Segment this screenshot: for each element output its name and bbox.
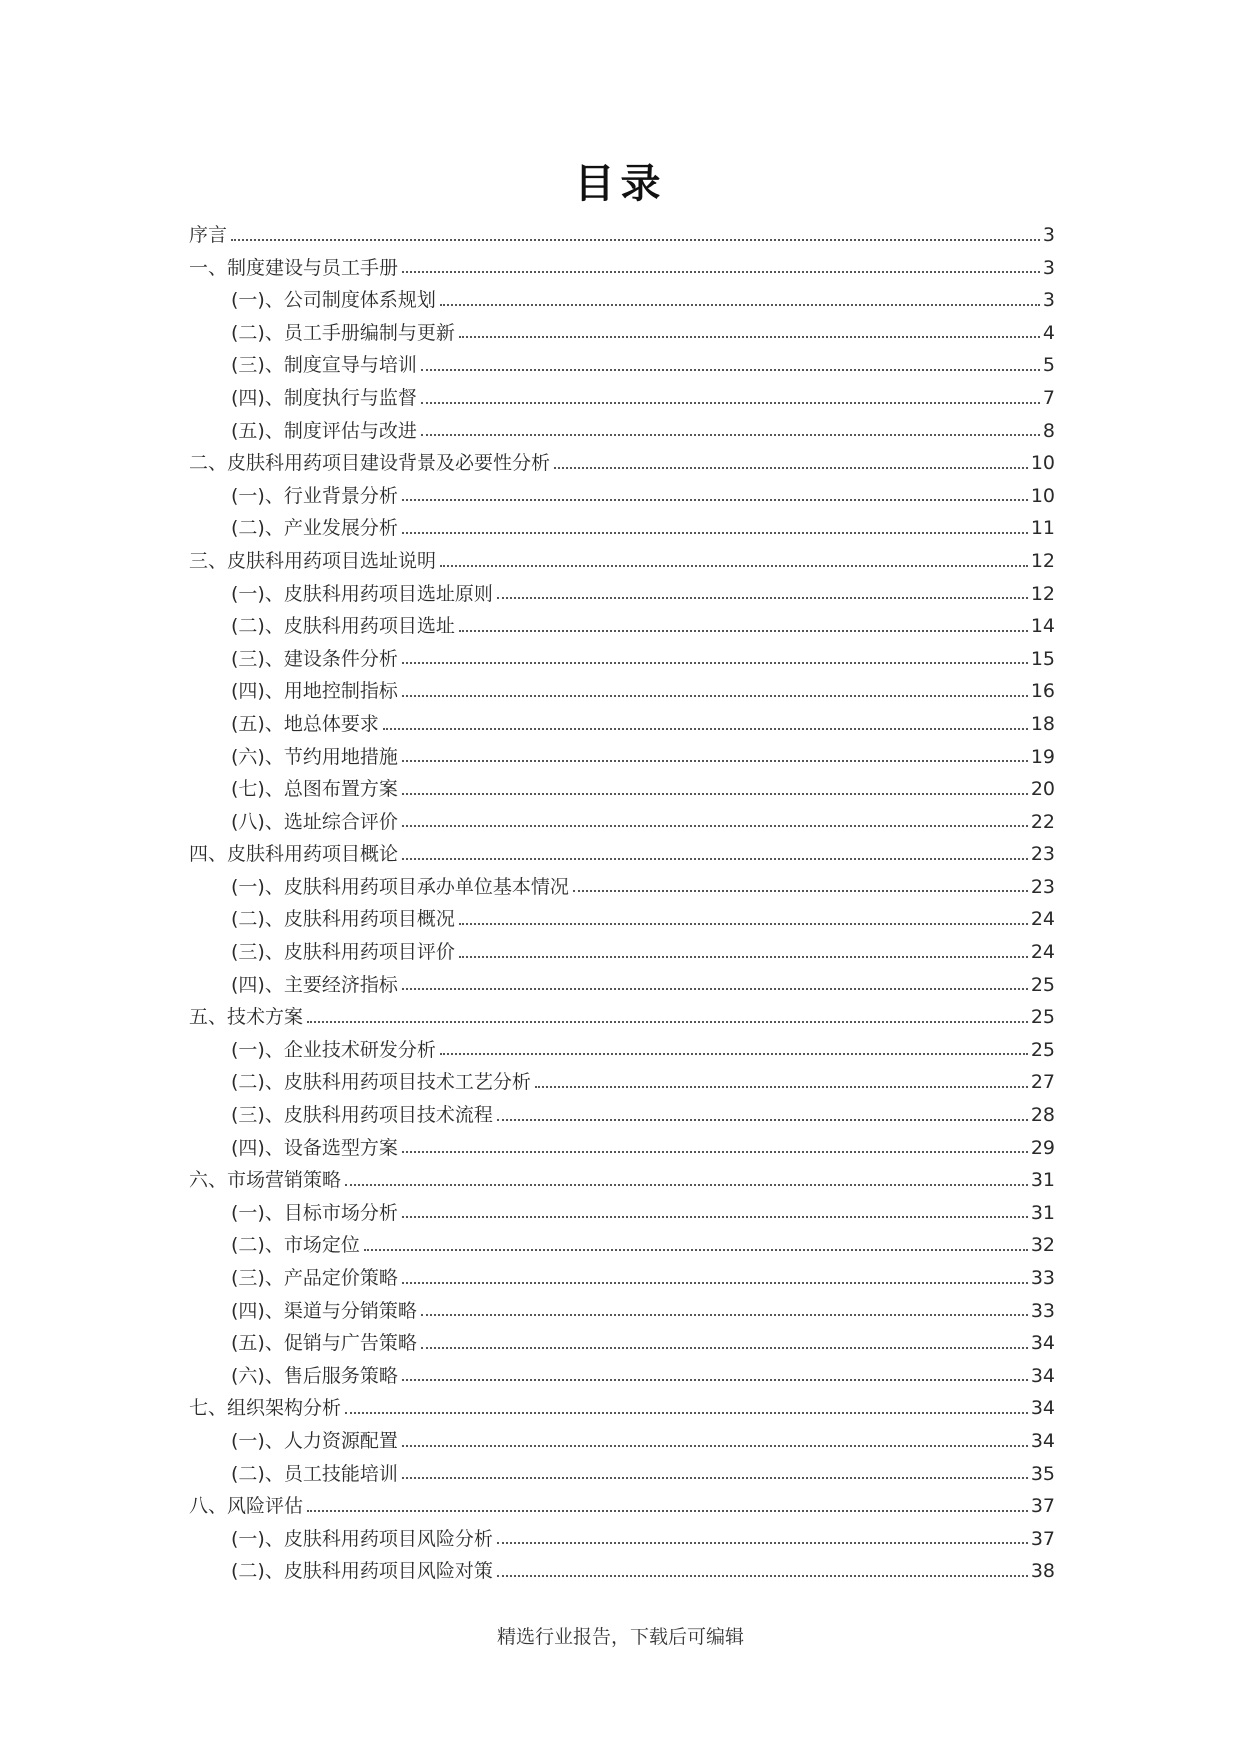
toc-entry[interactable] xyxy=(189,1392,1055,1425)
dot-leader xyxy=(459,336,1040,338)
dot-leader xyxy=(402,858,1028,860)
toc-entry-label: (三)、建设条件分析 xyxy=(231,647,398,670)
toc-entry-page-number: 3 xyxy=(1042,256,1055,279)
toc-entry-page-number: 20 xyxy=(1030,778,1055,801)
toc-entry-page-number: 8 xyxy=(1042,419,1055,442)
toc-entry[interactable] xyxy=(189,708,1055,741)
dot-leader xyxy=(421,369,1040,371)
table-of-contents xyxy=(189,219,1055,1588)
toc-entry[interactable] xyxy=(189,1327,1055,1360)
toc-entry-page-number: 37 xyxy=(1030,1495,1055,1518)
toc-entry-page-number: 19 xyxy=(1030,745,1055,768)
toc-entry-label: (三)、制度宣导与培训 xyxy=(231,354,417,377)
toc-entry-page-number: 27 xyxy=(1030,1071,1055,1094)
toc-entry[interactable] xyxy=(189,1099,1055,1132)
toc-entry-page-number: 7 xyxy=(1042,386,1055,409)
toc-entry[interactable] xyxy=(189,447,1055,480)
toc-entry-page-number: 15 xyxy=(1030,647,1055,670)
toc-entry[interactable] xyxy=(189,643,1055,676)
toc-entry[interactable] xyxy=(189,903,1055,936)
dot-leader xyxy=(554,467,1028,469)
toc-entry-label: (四)、主要经济指标 xyxy=(231,973,398,996)
toc-entry-label: (三)、皮肤科用药项目技术流程 xyxy=(231,1104,493,1127)
toc-entry-page-number: 33 xyxy=(1030,1267,1055,1289)
dot-leader xyxy=(459,630,1028,632)
toc-entry[interactable] xyxy=(189,741,1055,774)
toc-entry[interactable] xyxy=(189,1034,1055,1067)
dot-leader xyxy=(402,1379,1028,1381)
toc-entry-label: (一)、皮肤科用药项目风险分析 xyxy=(231,1527,493,1550)
toc-entry-label: (一)、人力资源配置 xyxy=(231,1429,398,1452)
toc-entry[interactable] xyxy=(189,382,1055,415)
dot-leader xyxy=(307,1510,1028,1512)
toc-entry[interactable] xyxy=(189,936,1055,969)
toc-entry-label: (四)、制度执行与监督 xyxy=(231,386,417,409)
toc-entry[interactable] xyxy=(189,806,1055,839)
toc-entry-label: (二)、员工手册编制与更新 xyxy=(231,321,455,344)
toc-entry-page-number: 25 xyxy=(1030,973,1055,996)
toc-entry-page-number: 34 xyxy=(1030,1332,1055,1355)
toc-entry-label: (七)、总图布置方案 xyxy=(231,778,398,801)
toc-entry-label: (八)、选址综合评价 xyxy=(231,810,398,833)
toc-entry-label: (五)、地总体要求 xyxy=(231,712,379,735)
toc-entry-page-number: 25 xyxy=(1030,1038,1055,1061)
toc-entry[interactable] xyxy=(189,480,1055,513)
toc-entry-page-number: 12 xyxy=(1030,582,1055,605)
toc-entry-page-number: 12 xyxy=(1030,549,1055,572)
toc-entry-label: (一)、企业技术研发分析 xyxy=(231,1038,436,1061)
dot-leader xyxy=(421,1347,1028,1349)
toc-entry-page-number: 3 xyxy=(1042,289,1055,312)
toc-entry-label: (四)、设备选型方案 xyxy=(231,1136,398,1159)
dot-leader xyxy=(402,793,1028,795)
dot-leader xyxy=(440,304,1040,306)
toc-entry-label: 三、皮肤科用药项目选址说明 xyxy=(189,549,437,572)
toc-entry-page-number: 38 xyxy=(1030,1560,1055,1583)
dot-leader xyxy=(402,1216,1028,1218)
dot-leader xyxy=(497,1575,1028,1577)
toc-entry[interactable] xyxy=(189,610,1055,643)
toc-entry[interactable] xyxy=(189,1001,1055,1034)
toc-entry-page-number: 24 xyxy=(1030,908,1055,931)
dot-leader xyxy=(307,1021,1028,1023)
toc-entry[interactable] xyxy=(189,1132,1055,1165)
toc-entry-page-number: 3 xyxy=(1042,224,1055,246)
dot-leader xyxy=(497,1119,1028,1121)
toc-entry[interactable] xyxy=(189,578,1055,611)
toc-entry[interactable] xyxy=(189,219,1055,252)
dot-leader xyxy=(459,923,1028,925)
dot-leader xyxy=(231,239,1040,241)
dot-leader xyxy=(402,1282,1028,1284)
toc-entry-label: (五)、促销与广告策略 xyxy=(231,1332,417,1355)
toc-entry-label: (一)、皮肤科用药项目选址原则 xyxy=(231,582,493,605)
toc-entry[interactable] xyxy=(189,969,1055,1002)
toc-entry[interactable] xyxy=(189,1164,1055,1197)
toc-entry-page-number: 37 xyxy=(1030,1527,1055,1550)
toc-entry-page-number: 34 xyxy=(1030,1364,1055,1387)
toc-entry-page-number: 29 xyxy=(1030,1136,1055,1159)
dot-leader xyxy=(402,760,1028,762)
toc-entry-label: (一)、公司制度体系规划 xyxy=(231,289,436,312)
toc-entry-page-number: 16 xyxy=(1030,680,1055,703)
toc-entry-label: (六)、节约用地措施 xyxy=(231,745,398,768)
toc-entry-label: 五、技术方案 xyxy=(189,1006,304,1029)
toc-entry[interactable] xyxy=(189,1295,1055,1328)
toc-entry-page-number: 33 xyxy=(1030,1299,1055,1322)
dot-leader xyxy=(402,1477,1028,1479)
toc-entry-label: (六)、售后服务策略 xyxy=(231,1364,398,1387)
toc-entry-page-number: 11 xyxy=(1030,517,1055,540)
toc-entry-page-number: 24 xyxy=(1030,941,1055,964)
toc-entry-label: (一)、目标市场分析 xyxy=(231,1201,398,1224)
toc-entry-label: (四)、用地控制指标 xyxy=(231,680,398,703)
toc-entry-page-number: 10 xyxy=(1030,484,1055,507)
toc-entry[interactable] xyxy=(189,252,1055,285)
toc-entry[interactable] xyxy=(189,1523,1055,1556)
toc-entry-label: 六、市场营销策略 xyxy=(189,1169,342,1192)
dot-leader xyxy=(421,1314,1028,1316)
toc-entry-page-number: 22 xyxy=(1030,810,1055,833)
dot-leader xyxy=(573,890,1028,892)
toc-entry[interactable] xyxy=(189,1197,1055,1230)
dot-leader xyxy=(402,532,1028,534)
dot-leader xyxy=(402,695,1028,697)
dot-leader xyxy=(497,597,1028,599)
toc-entry-page-number: 28 xyxy=(1030,1104,1055,1127)
toc-entry[interactable] xyxy=(189,1360,1055,1393)
toc-entry-label: (四)、渠道与分销策略 xyxy=(231,1299,417,1322)
toc-entry[interactable] xyxy=(189,317,1055,350)
toc-entry[interactable] xyxy=(189,1425,1055,1458)
toc-entry-page-number: 14 xyxy=(1030,615,1055,638)
toc-entry-label: 四、皮肤科用药项目概论 xyxy=(189,843,399,866)
dot-leader xyxy=(402,1151,1028,1153)
toc-entry[interactable] xyxy=(189,838,1055,871)
dot-leader xyxy=(402,662,1028,664)
dot-leader xyxy=(345,1412,1028,1414)
toc-entry-page-number: 4 xyxy=(1042,321,1055,344)
toc-entry-page-number: 35 xyxy=(1030,1462,1055,1485)
dot-leader xyxy=(345,1184,1028,1186)
toc-entry-label: 二、皮肤科用药项目建设背景及必要性分析 xyxy=(189,452,551,475)
dot-leader xyxy=(402,988,1028,990)
dot-leader xyxy=(421,434,1040,436)
toc-entry[interactable] xyxy=(189,349,1055,382)
toc-entry[interactable] xyxy=(189,415,1055,448)
dot-leader xyxy=(440,565,1028,567)
toc-entry-page-number: 31 xyxy=(1030,1201,1055,1224)
toc-entry-label: (二)、皮肤科用药项目风险对策 xyxy=(231,1560,493,1583)
toc-entry[interactable] xyxy=(189,675,1055,708)
toc-entry[interactable] xyxy=(189,1066,1055,1099)
toc-entry[interactable] xyxy=(189,871,1055,904)
toc-entry-label: (二)、产业发展分析 xyxy=(231,517,398,540)
toc-entry-label: 序言 xyxy=(189,224,228,246)
toc-entry[interactable] xyxy=(189,1229,1055,1262)
toc-entry-label: (一)、行业背景分析 xyxy=(231,484,398,507)
toc-entry-page-number: 34 xyxy=(1030,1429,1055,1452)
dot-leader xyxy=(402,499,1028,501)
toc-entry-page-number: 31 xyxy=(1030,1169,1055,1192)
dot-leader xyxy=(440,1053,1028,1055)
toc-entry-label: 七、组织架构分析 xyxy=(189,1397,342,1420)
toc-entry-page-number: 10 xyxy=(1030,452,1055,475)
toc-entry-label: (二)、皮肤科用药项目概况 xyxy=(231,908,455,931)
dot-leader xyxy=(402,1445,1028,1447)
toc-entry[interactable] xyxy=(189,284,1055,317)
toc-entry[interactable] xyxy=(189,1490,1055,1523)
toc-entry[interactable] xyxy=(189,1555,1055,1588)
toc-entry[interactable] xyxy=(189,512,1055,545)
toc-entry-label: (二)、市场定位 xyxy=(231,1234,360,1257)
dot-leader xyxy=(497,1542,1028,1544)
toc-title: 目录 xyxy=(574,161,667,207)
toc-entry-label: (五)、制度评估与改进 xyxy=(231,419,417,442)
toc-entry[interactable] xyxy=(189,773,1055,806)
toc-entry-page-number: 25 xyxy=(1030,1006,1055,1029)
toc-entry-label: 八、风险评估 xyxy=(189,1495,304,1518)
toc-entry-page-number: 5 xyxy=(1042,354,1055,377)
toc-entry-page-number: 18 xyxy=(1030,712,1055,735)
footer-note: 精选行业报告，下载后可编辑 xyxy=(496,1626,744,1648)
toc-entry-label: (二)、皮肤科用药项目选址 xyxy=(231,615,455,638)
toc-entry-label: (三)、皮肤科用药项目评价 xyxy=(231,941,455,964)
dot-leader xyxy=(402,825,1028,827)
toc-entry-label: (二)、皮肤科用药项目技术工艺分析 xyxy=(231,1071,531,1094)
toc-entry-label: (一)、皮肤科用药项目承办单位基本情况 xyxy=(231,875,569,898)
toc-entry-page-number: 32 xyxy=(1030,1234,1055,1257)
dot-leader xyxy=(421,402,1040,404)
toc-entry-label: 一、制度建设与员工手册 xyxy=(189,256,399,279)
toc-entry-page-number: 23 xyxy=(1030,875,1055,898)
dot-leader xyxy=(383,728,1028,730)
dot-leader xyxy=(459,956,1028,958)
toc-entry[interactable] xyxy=(189,1458,1055,1491)
toc-entry[interactable] xyxy=(189,545,1055,578)
toc-entry-page-number: 34 xyxy=(1030,1397,1055,1420)
dot-leader xyxy=(364,1249,1028,1251)
toc-entry[interactable] xyxy=(189,1262,1055,1295)
dot-leader xyxy=(535,1086,1028,1088)
toc-entry-page-number: 23 xyxy=(1030,843,1055,866)
toc-entry-label: (二)、员工技能培训 xyxy=(231,1462,398,1485)
toc-entry-label: (三)、产品定价策略 xyxy=(231,1267,398,1289)
dot-leader xyxy=(402,271,1040,273)
